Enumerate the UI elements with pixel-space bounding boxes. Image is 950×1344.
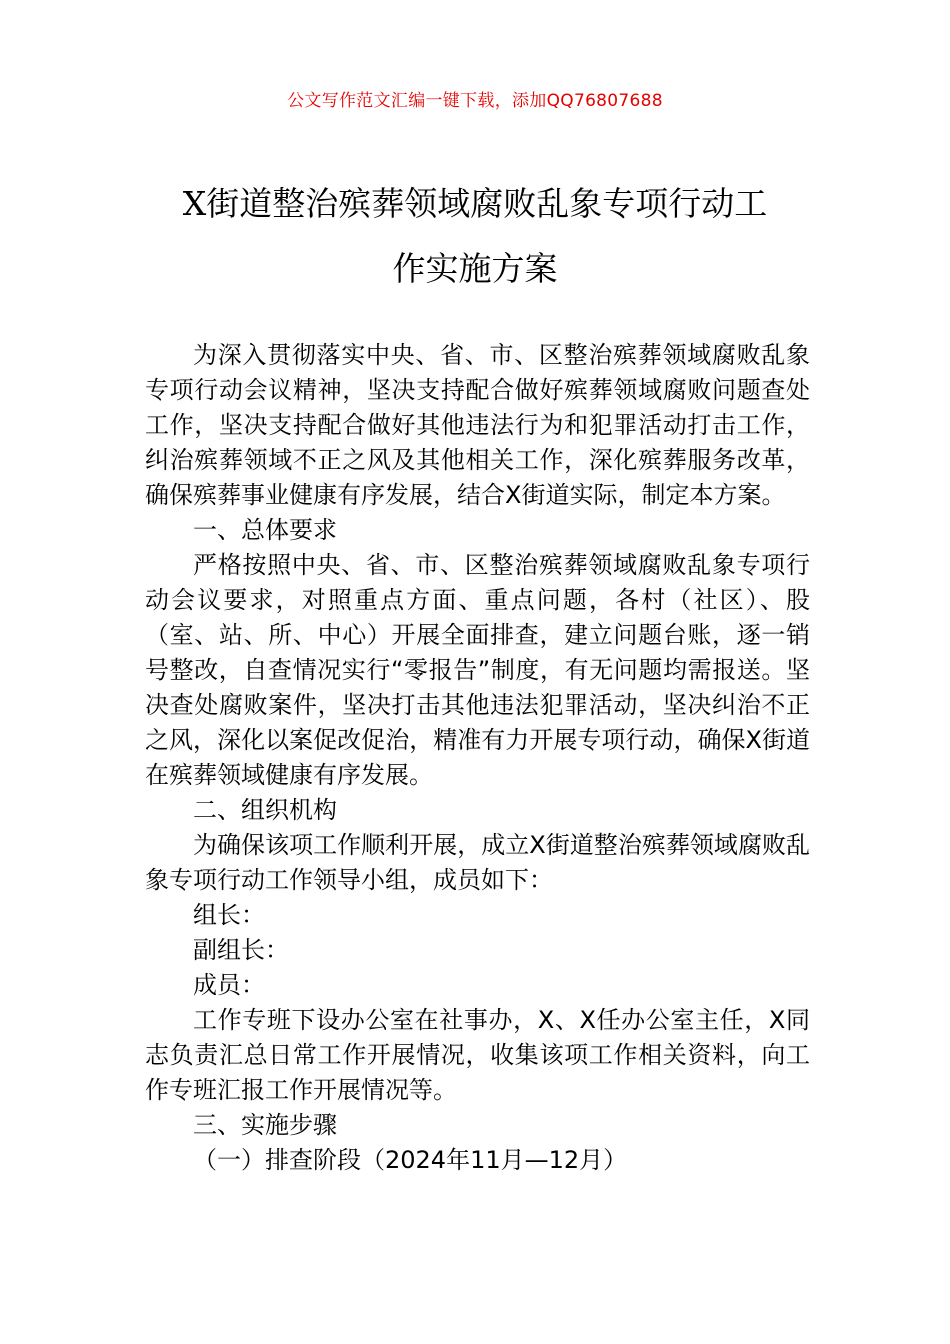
members-line: 成员：: [193, 971, 265, 999]
section-1-paragraph: 严格按照中央、省、市、区整治殡葬领域腐败乱象专项行动会议要求，对照重点方面、重点问题，各村（社区）、股（室、站、所、中心）开展全面排查，建立问题台账，逐一销号整改，自查情况实行“零报告”制度，有无问题均需报送。坚决查处腐败案件，坚决打击其他违法犯罪活动，坚决纠治不正之风，深化以案促改促治，精准有力开展专项行动，确保X街道在殡葬领域健康有序发展。: [145, 551, 810, 789]
section-3-heading: 三、实施步骤: [193, 1111, 337, 1139]
deputy-leader-line: 副组长：: [193, 936, 289, 964]
phase-1-heading: （一）排查阶段（2024年11月—12月）: [193, 1146, 628, 1174]
download-notice: 公文写作范文汇编一键下载，添加QQ76807688: [287, 91, 663, 111]
office-paragraph: 工作专班下设办公室在社事办，X、X任办公室主任，X同志负责汇总日常工作开展情况，收集该项工作相关资料，向工作专班汇报工作开展情况等。: [145, 1006, 810, 1104]
leader-line: 组长：: [193, 901, 265, 929]
intro-paragraph: 为深入贯彻落实中央、省、市、区整治殡葬领域腐败乱象专项行动会议精神，坚决支持配合做好殡葬领域腐败问题查处工作，坚决支持配合做好其他违法行为和犯罪活动打击工作，纠治殡葬领域不正之风及其他相关工作，深化殡葬服务改革，确保殡葬事业健康有序发展，结合X街道实际，制定本方案。: [145, 341, 810, 509]
section-2-heading: 二、组织机构: [193, 796, 337, 824]
section-2-paragraph: 为确保该项工作顺利开展，成立X街道整治殡葬领域腐败乱象专项行动工作领导小组，成员如下：: [145, 831, 810, 894]
document-title-line-2: 作实施方案: [392, 249, 558, 288]
section-1-heading: 一、总体要求: [193, 516, 337, 544]
document-body: [145, 338, 810, 1178]
document-title-line-1: X街道整治殡葬领域腐败乱象专项行动工: [182, 184, 768, 223]
